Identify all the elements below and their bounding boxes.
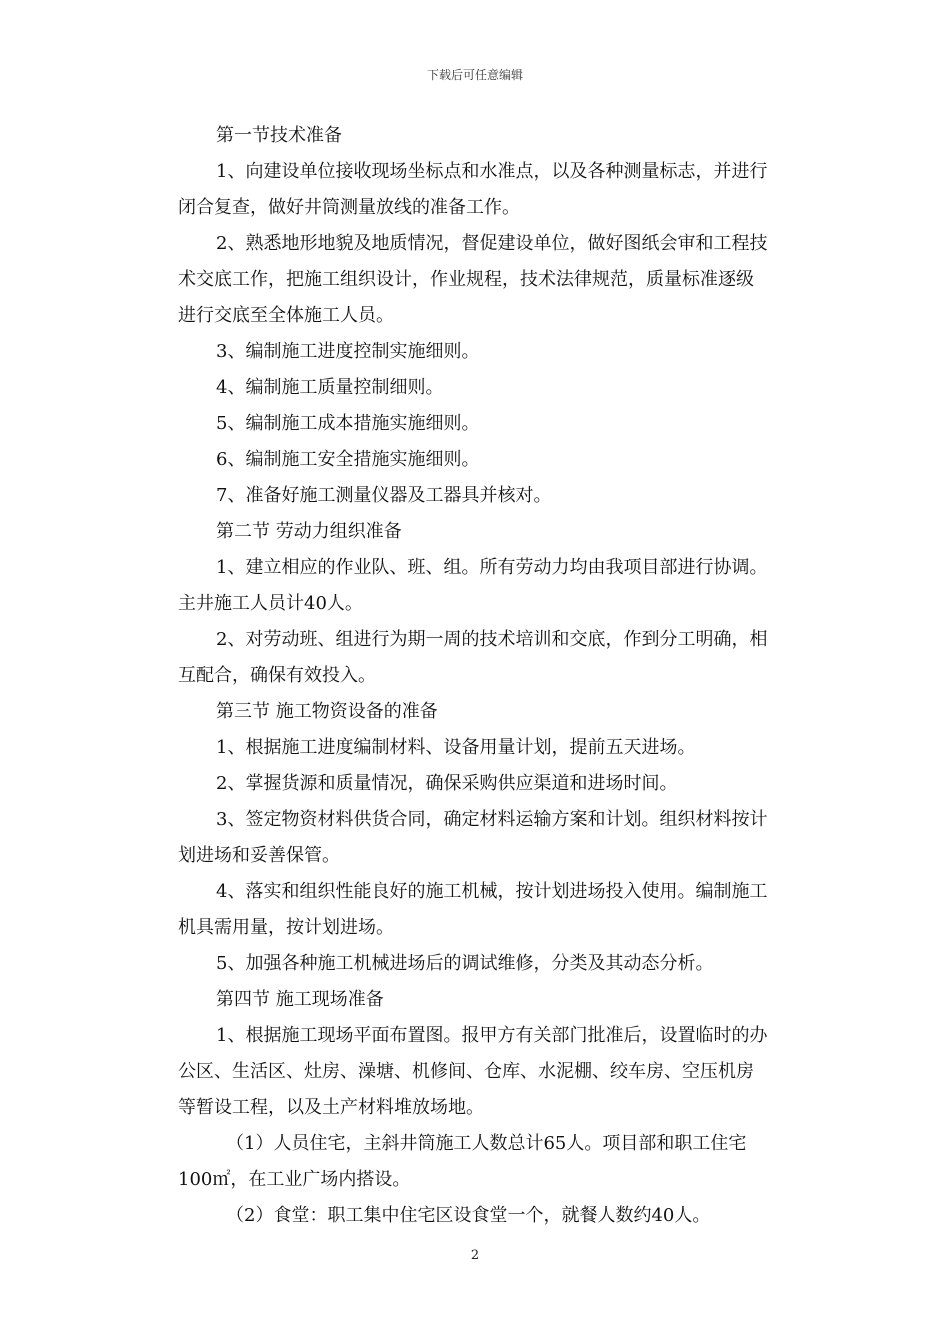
page-header: 下载后可任意编辑 — [426, 68, 523, 82]
text-line: 闭合复查，做好井筒测量放线的准备工作。 — [178, 197, 520, 218]
text-line: 术交底工作，把施工组织设计，作业规程，技术法律规范，质量标准逐级 — [178, 269, 754, 290]
text-line: 主井施工人员计40人。 — [178, 593, 363, 614]
text-line: 3、签定物资材料供货合同，确定材料运输方案和计划。组织材料按计 — [216, 809, 768, 830]
text-line: 5、编制施工成本措施实施细则。 — [216, 413, 480, 434]
text-line: 互配合，确保有效投入。 — [178, 665, 376, 686]
text-line: 7、准备好施工测量仪器及工器具并核对。 — [216, 485, 552, 506]
text-line: 公区、生活区、灶房、澡塘、机修间、仓库、水泥棚、绞车房、空压机房 — [178, 1061, 754, 1082]
text-line: 2、对劳动班、组进行为期一周的技术培训和交底，作到分工明确，相 — [216, 629, 768, 650]
text-line: 2、掌握货源和质量情况，确保采购供应渠道和进场时间。 — [216, 773, 678, 794]
text-line: 第一节技术准备 — [216, 125, 342, 146]
document-body — [178, 118, 804, 1234]
text-line: 2、熟悉地形地貌及地质情况，督促建设单位，做好图纸会审和工程技 — [216, 233, 768, 254]
text-line: 5、加强各种施工机械进场后的调试维修，分类及其动态分析。 — [216, 953, 714, 974]
text-line: 6、编制施工安全措施实施细则。 — [216, 449, 480, 470]
text-line: 100㎡，在工业广场内搭设。 — [178, 1169, 411, 1190]
text-line: 1、根据施工进度编制材料、设备用量计划，提前五天进场。 — [216, 737, 696, 758]
text-line: 1、建立相应的作业队、班、组。所有劳动力均由我项目部进行协调。 — [216, 557, 768, 578]
text-line: （1）人员住宅，主斜井筒施工人数总计65人。项目部和职工住宅 — [226, 1133, 747, 1154]
text-line: 3、编制施工进度控制实施细则。 — [216, 341, 480, 362]
text-line: 机具需用量，按计划进场。 — [178, 917, 394, 938]
text-line: 1、根据施工现场平面布置图。报甲方有关部门批准后，设置临时的办 — [216, 1025, 768, 1046]
text-line: 4、编制施工质量控制细则。 — [216, 377, 444, 398]
text-line: 4、落实和组织性能良好的施工机械，按计划进场投入使用。编制施工 — [216, 881, 768, 902]
text-line: 第二节 劳动力组织准备 — [216, 521, 402, 542]
text-line: （2）食堂：职工集中住宅区设食堂一个，就餐人数约40人。 — [226, 1205, 711, 1226]
text-line: 等暂设工程，以及土产材料堆放场地。 — [178, 1097, 484, 1118]
text-line: 划进场和妥善保管。 — [178, 845, 340, 866]
text-line: 第三节 施工物资设备的准备 — [216, 701, 438, 722]
text-line: 第四节 施工现场准备 — [216, 989, 384, 1010]
text-line: 进行交底至全体施工人员。 — [178, 305, 394, 326]
text-line: 1、向建设单位接收现场坐标点和水准点，以及各种测量标志，并进行 — [216, 161, 768, 182]
page-number: 2 — [470, 1248, 480, 1263]
